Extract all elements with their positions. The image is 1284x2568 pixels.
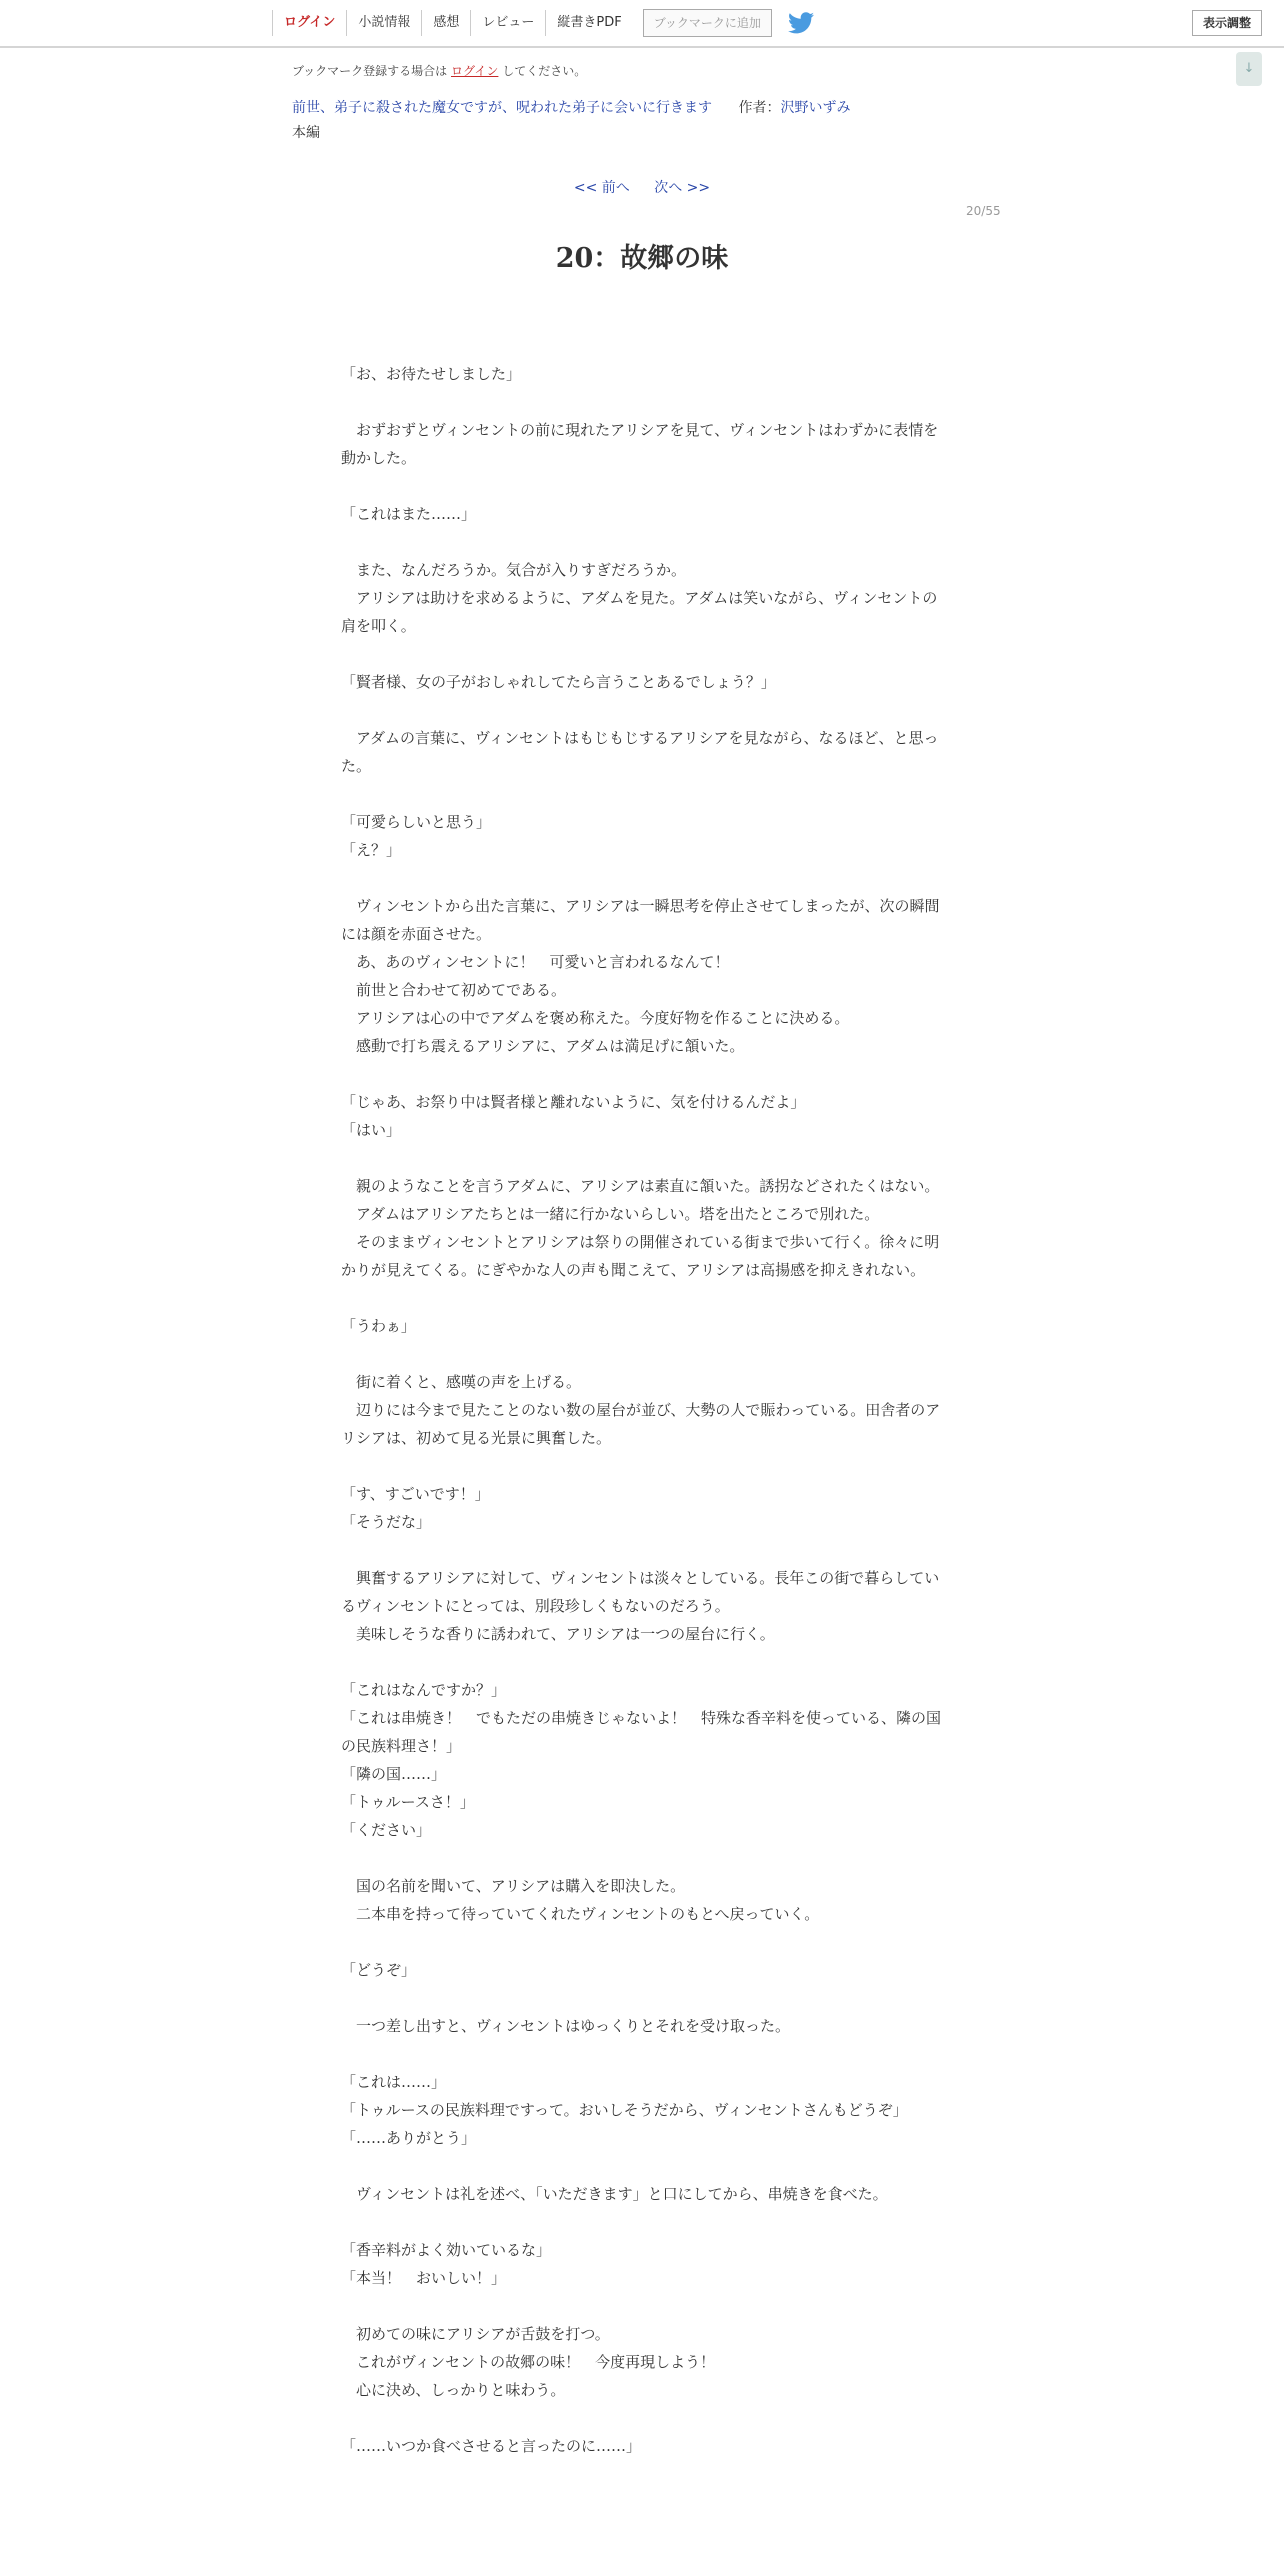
author-label: 作者： (738, 100, 781, 116)
body-paragraph: 「可愛らしいと思う」 (341, 813, 492, 831)
body-paragraph (341, 2404, 941, 2432)
body-paragraph: アリシアは助けを求めるように、アダムを見た。アダムは笑いながら、ヴィンセントの肩を叩く。 (341, 589, 938, 635)
body-paragraph: 「お、お待たせしました」 (341, 365, 522, 383)
body-paragraph (341, 528, 941, 556)
body-paragraph: あ、あのヴィンセントに！ 可愛いと言われるなんて！ (341, 953, 730, 971)
body-paragraph: 「賢者様、女の子がおしゃれしてたら言うことあるでしょう？」 (341, 673, 776, 691)
nav-impressions[interactable]: 感想 (421, 10, 470, 36)
body-paragraph: 「はい」 (341, 1121, 402, 1139)
body-paragraph: そのままヴィンセントとアリシアは祭りの開催されている街まで歩いて行く。徐々に明かりが見えてくる。にぎやかな人の声も聞こえて、アリシアは高揚感を抑えきれない。 (341, 1233, 940, 1279)
body-paragraph (341, 780, 941, 808)
author-link[interactable]: 沢野いずみ (780, 100, 851, 116)
body-paragraph: 興奮するアリシアに対して、ヴィンセントは淡々としている。長年この街で暮らしているヴィンセントにとっては、別段珍しくもないのだろう。 (341, 1569, 940, 1615)
body-paragraph: また、なんだろうか。気合が入りすぎだろうか。 (341, 561, 687, 579)
body-paragraph: 「そうだな」 (341, 1513, 432, 1531)
body-paragraph (341, 864, 941, 892)
body-paragraph: 「これはまた……」 (341, 505, 477, 523)
pager (0, 177, 1284, 197)
body-paragraph (341, 472, 941, 500)
nav-vertical-pdf[interactable]: 縦書きPDF (545, 10, 632, 36)
top-header (0, 0, 1284, 48)
body-paragraph (341, 1928, 941, 1956)
body-paragraph (341, 388, 941, 416)
chapter-group-label: 本編 (292, 125, 320, 141)
body-paragraph: 感動で打ち震えるアリシアに、アダムは満足げに頷いた。 (341, 1037, 745, 1055)
body-paragraph (341, 1984, 941, 2012)
top-nav (272, 0, 814, 46)
body-paragraph: 「これはなんですか？」 (341, 1681, 507, 1699)
body-paragraph (341, 1452, 941, 1480)
body-paragraph: 「す、すごいです！」 (341, 1485, 490, 1503)
body-paragraph (341, 2152, 941, 2180)
body-paragraph: アダムはアリシアたちとは一緒に行かないらしい。塔を出たところで別れた。 (341, 1205, 880, 1223)
body-paragraph: 心に決め、しっかりと味わう。 (341, 2381, 566, 2399)
body-paragraph: アリシアは心の中でアダムを褒め称えた。今度好物を作ることに決める。 (341, 1009, 850, 1027)
body-paragraph: 「トゥルースさ！」 (341, 1793, 475, 1811)
body-paragraph: 「本当！ おいしい！」 (341, 2269, 507, 2287)
body-paragraph: 「これは……」 (341, 2073, 447, 2091)
body-paragraph: 「……いつか食べさせると言ったのに……」 (341, 2437, 642, 2455)
body-paragraph: ヴィンセントから出た言葉に、アリシアは一瞬思考を停止させてしまったが、次の瞬間には顔を赤面させた。 (341, 897, 940, 943)
body-paragraph: 国の名前を聞いて、アリシアは購入を即決した。 (341, 1877, 686, 1895)
episode-counter: 20/55 (966, 204, 1001, 218)
body-paragraph (341, 1060, 941, 1088)
body-paragraph (341, 696, 941, 724)
nav-login[interactable]: ログイン (272, 10, 346, 36)
bookmark-notice-before: ブックマーク登録する場合は (292, 64, 448, 78)
body-paragraph: 「え？」 (341, 841, 402, 859)
body-paragraph: 「隣の国……」 (341, 1765, 447, 1783)
body-paragraph: 美味しそうな香りに誘われて、アリシアは一つの屋台に行く。 (341, 1625, 775, 1643)
novel-info-line (292, 97, 850, 117)
chapter-title: 20：故郷の味 (555, 243, 729, 274)
body-paragraph: 「ください」 (341, 1821, 432, 1839)
novel-title-link[interactable]: 前世、弟子に殺された魔女ですが、呪われた弟子に会いに行きます (292, 100, 712, 116)
nav-novel-info[interactable]: 小説情報 (346, 10, 421, 36)
bookmark-notice (292, 62, 586, 79)
body-paragraph: ヴィンセントは礼を述べ、「いただきます」と口にしてから、串焼きを食べた。 (341, 2185, 888, 2203)
twitter-icon[interactable] (788, 12, 814, 34)
body-paragraph: 初めての味にアリシアが舌鼓を打つ。 (341, 2325, 610, 2343)
body-paragraph: おずおずとヴィンセントの前に現れたアリシアを見て、ヴィンセントはわずかに表情を動かした。 (341, 421, 939, 467)
body-paragraph (341, 1144, 941, 1172)
body-paragraph: これがヴィンセントの故郷の味！ 今度再現しよう！ (341, 2353, 716, 2371)
next-link[interactable]: 次へ >> (654, 180, 711, 196)
body-paragraph: 一つ差し出すと、ヴィンセントはゆっくりとそれを受け取った。 (341, 2017, 790, 2035)
nav-review[interactable]: レビュー (470, 10, 545, 36)
body-paragraph (341, 1340, 941, 1368)
body-paragraph (341, 640, 941, 668)
body-paragraph: 「うわぁ」 (341, 1317, 416, 1335)
body-paragraph: 前世と合わせて初めてである。 (341, 981, 567, 999)
body-paragraph: 「香辛料がよく効いているな」 (341, 2241, 552, 2259)
bookmark-login-link[interactable]: ログイン (451, 64, 499, 78)
body-paragraph: 辺りには今まで見たことのない数の屋台が並び、大勢の人で賑わっている。田舎者のアリシアは、初めて見る光景に興奮した。 (341, 1401, 941, 1447)
novel-body (341, 360, 941, 2460)
body-paragraph (341, 2208, 941, 2236)
prev-link[interactable]: << 前へ (573, 180, 630, 196)
body-paragraph: 「どうぞ」 (341, 1961, 417, 1979)
body-paragraph (341, 1284, 941, 1312)
body-paragraph: 「じゃあ、お祭り中は賢者様と離れないように、気を付けるんだよ」 (341, 1093, 806, 1111)
body-paragraph: 「……ありがとう」 (341, 2129, 477, 2147)
body-paragraph: 二本串を持って待っていてくれたヴィンセントのもとへ戻っていく。 (341, 1905, 820, 1923)
body-paragraph: 街に着くと、感嘆の声を上げる。 (341, 1373, 582, 1391)
display-settings-button[interactable]: 表示調整 (1192, 10, 1262, 36)
scroll-down-button[interactable]: ↓ (1236, 52, 1262, 86)
body-paragraph (341, 1648, 941, 1676)
bookmark-notice-after: してください。 (502, 64, 587, 78)
body-paragraph (341, 1844, 941, 1872)
body-paragraph (341, 2292, 941, 2320)
add-bookmark-button[interactable]: ブックマークに追加 (643, 9, 772, 37)
body-paragraph: 「トゥルースの民族料理ですって。おいしそうだから、ヴィンセントさんもどうぞ」 (341, 2101, 908, 2119)
body-paragraph (341, 1536, 941, 1564)
body-paragraph: アダムの言葉に、ヴィンセントはもじもじするアリシアを見ながら、なるほど、と思った。 (341, 729, 939, 775)
body-paragraph (341, 2040, 941, 2068)
body-paragraph: 親のようなことを言うアダムに、アリシアは素直に頷いた。誘拐などされたくはない。 (341, 1177, 940, 1195)
body-paragraph: 「これは串焼き！ でもただの串焼きじゃないよ！ 特殊な香辛料を使っている、隣の国の民族料理さ！」 (341, 1709, 942, 1755)
